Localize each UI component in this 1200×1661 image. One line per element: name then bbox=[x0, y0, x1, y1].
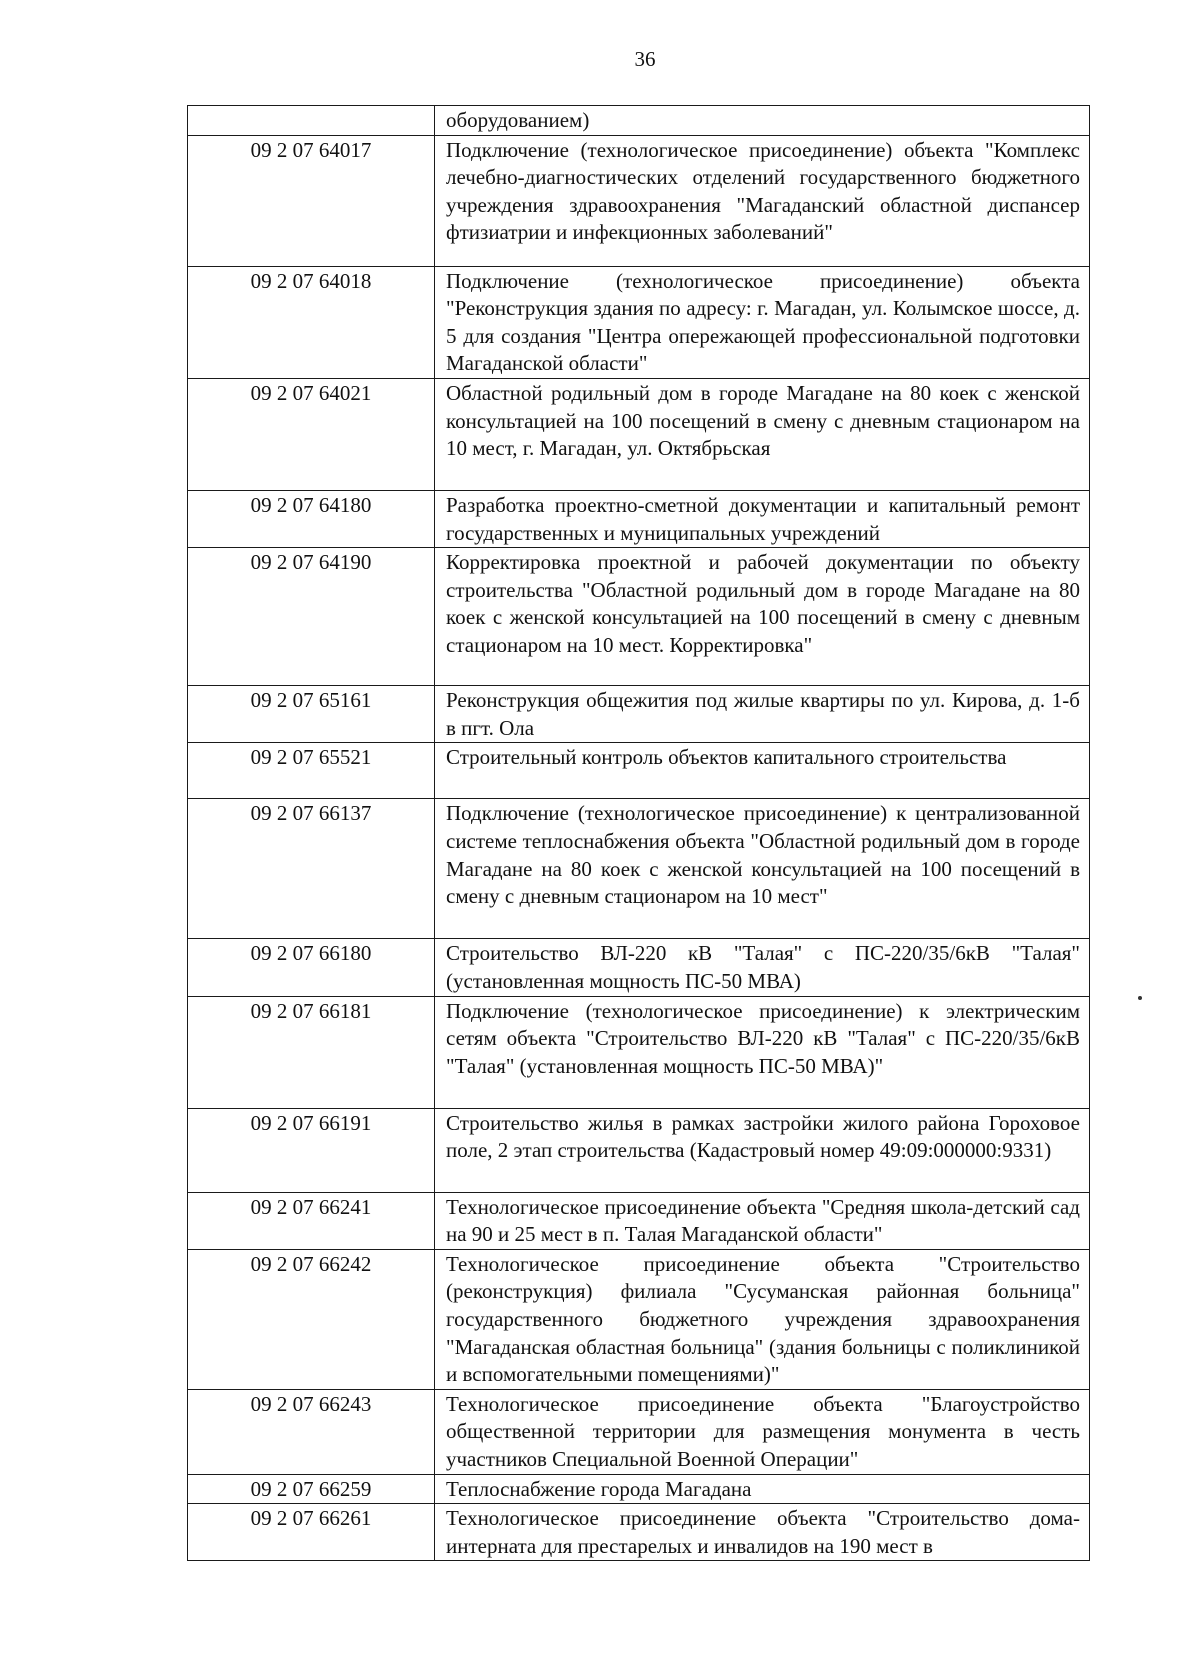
code-cell: 09 2 07 66261 bbox=[188, 1504, 435, 1561]
code-cell: 09 2 07 66259 bbox=[188, 1474, 435, 1504]
code-cell bbox=[188, 106, 435, 136]
code-cell: 09 2 07 64180 bbox=[188, 490, 435, 547]
description-cell: Разработка проектно-сметной документации и капитальный ремонт государственных и муниципальных учреждений bbox=[435, 490, 1090, 547]
description-cell: оборудованием) bbox=[435, 106, 1090, 136]
description-cell: Строительство ВЛ-220 кВ "Талая" с ПС-220/35/6кВ "Талая" (установленная мощность ПС-50 МВА) bbox=[435, 939, 1090, 996]
table-row bbox=[188, 1389, 1090, 1474]
description-cell: Технологическое присоединение объекта "Строительство (реконструкция) филиала "Сусуманская районная больница" государственного бюджетного учреждения здравоохранения "Магаданская областная больница" (здания больницы с поликлиникой и вспомогательными помещениями)" bbox=[435, 1249, 1090, 1389]
code-cell: 09 2 07 66137 bbox=[188, 799, 435, 939]
description-cell: Технологическое присоединение объекта "Средняя школа-детский сад на 90 и 25 мест в п. Талая Магаданской области" bbox=[435, 1192, 1090, 1249]
table-row bbox=[188, 106, 1090, 136]
scan-speck bbox=[1138, 996, 1142, 1000]
table-row bbox=[188, 378, 1090, 490]
table-row bbox=[188, 135, 1090, 266]
code-cell: 09 2 07 65161 bbox=[188, 686, 435, 743]
description-cell: Технологическое присоединение объекта "Благоустройство общественной территории для размещения монумента в честь участников Специальной Военной Операции" bbox=[435, 1389, 1090, 1474]
table-row bbox=[188, 266, 1090, 378]
description-cell: Областной родильный дом в городе Магадане на 80 коек с женской консультацией на 100 посещений в смену с дневным стационаром на 10 мест, г. Магадан, ул. Октябрьская bbox=[435, 378, 1090, 490]
table-row bbox=[188, 490, 1090, 547]
description-cell: Реконструкция общежития под жилые квартиры по ул. Кирова, д. 1-б в пгт. Ола bbox=[435, 686, 1090, 743]
table-row bbox=[188, 1504, 1090, 1561]
code-cell: 09 2 07 66180 bbox=[188, 939, 435, 996]
table-row bbox=[188, 743, 1090, 799]
table-row bbox=[188, 1474, 1090, 1504]
description-cell: Технологическое присоединение объекта "Строительство дома-интерната для престарелых и инвалидов на 190 мест в bbox=[435, 1504, 1090, 1561]
description-cell: Строительство жилья в рамках застройки жилого района Гороховое поле, 2 этап строительства (Кадастровый номер 49:09:000000:9331) bbox=[435, 1108, 1090, 1192]
table-row bbox=[188, 548, 1090, 686]
code-cell: 09 2 07 66243 bbox=[188, 1389, 435, 1474]
code-cell: 09 2 07 65521 bbox=[188, 743, 435, 799]
code-cell: 09 2 07 66241 bbox=[188, 1192, 435, 1249]
code-cell: 09 2 07 66181 bbox=[188, 996, 435, 1108]
code-cell: 09 2 07 66242 bbox=[188, 1249, 435, 1389]
table-row bbox=[188, 1108, 1090, 1192]
budget-codes-table bbox=[187, 105, 1090, 1561]
description-cell: Строительный контроль объектов капитального строительства bbox=[435, 743, 1090, 799]
table-row bbox=[188, 799, 1090, 939]
code-cell: 09 2 07 64018 bbox=[188, 266, 435, 378]
description-cell: Корректировка проектной и рабочей документации по объекту строительства "Областной родильный дом в городе Магадане на 80 коек с женской консультацией на 100 посещений в смену с дневным стационаром на 10 мест. Корректировка" bbox=[435, 548, 1090, 686]
code-cell: 09 2 07 64017 bbox=[188, 135, 435, 266]
table-row bbox=[188, 1249, 1090, 1389]
page-number: 36 bbox=[634, 47, 656, 71]
description-cell: Теплоснабжение города Магадана bbox=[435, 1474, 1090, 1504]
description-cell: Подключение (технологическое присоединение) к централизованной системе теплоснабжения объекта "Областной родильный дом в городе Магадане на 80 коек с женской консультацией на 100 посещений в смену с дневным стационаром на 10 мест" bbox=[435, 799, 1090, 939]
description-cell: Подключение (технологическое присоединение) объекта "Реконструкция здания по адресу: г. Магадан, ул. Колымское шоссе, д. 5 для создания "Центра опережающей профессиональной подготовки Магаданской области" bbox=[435, 266, 1090, 378]
code-cell: 09 2 07 66191 bbox=[188, 1108, 435, 1192]
table-row bbox=[188, 686, 1090, 743]
description-cell: Подключение (технологическое присоединение) объекта "Комплекс лечебно-диагностических отделений государственного бюджетного учреждения здравоохранения "Магаданский областной диспансер фтизиатрии и инфекционных заболеваний" bbox=[435, 135, 1090, 266]
table-row bbox=[188, 996, 1090, 1108]
table-row bbox=[188, 939, 1090, 996]
code-cell: 09 2 07 64021 bbox=[188, 378, 435, 490]
code-cell: 09 2 07 64190 bbox=[188, 548, 435, 686]
table-row bbox=[188, 1192, 1090, 1249]
description-cell: Подключение (технологическое присоединение) к электрическим сетям объекта "Строительство ВЛ-220 кВ "Талая" с ПС-220/35/6кВ "Талая" (установленная мощность ПС-50 МВА)" bbox=[435, 996, 1090, 1108]
